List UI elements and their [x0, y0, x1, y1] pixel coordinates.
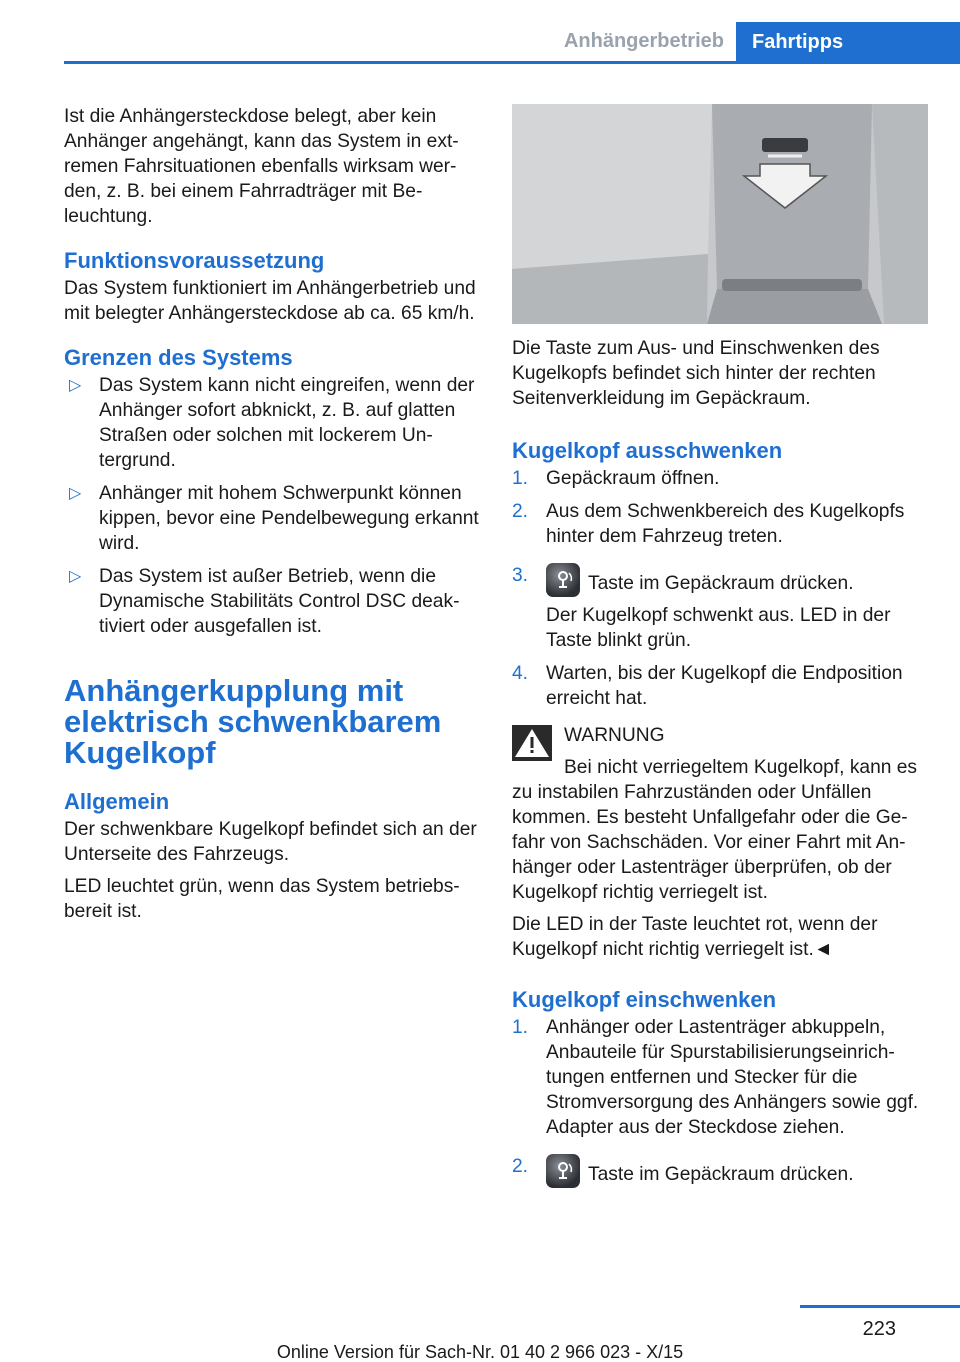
- heading-system-limits: Grenzen des Systems: [64, 345, 293, 370]
- header-rule: [64, 61, 960, 64]
- header-section-title: Anhängerbetrieb: [563, 30, 724, 52]
- heading-general: Allgemein: [64, 789, 170, 814]
- list-item: 4. Warten, bis der Kugelkopf die Endposition erreicht hat.: [512, 663, 903, 709]
- warning-box: [512, 723, 928, 905]
- triangle-bullet-icon: ▷: [69, 485, 82, 502]
- list-item: 1. Gepäckraum öffnen.: [512, 468, 720, 489]
- heading-function-requirement: Funktionsvoraussetzung: [64, 248, 325, 273]
- list-item: ▷ Das System kann nicht eingreifen, wenn der Anhänger sofort abknickt, z. B. auf glatten Straßen oder solchen mit lockerem Untergrund.: [69, 375, 475, 471]
- left-column: [64, 104, 480, 931]
- function-paragraph: Das System funktioniert im Anhängerbetrieb und mit belegter Anhängersteckdose ab ca. 65 km/h.: [64, 278, 476, 324]
- luggage-compartment-photo: [512, 104, 928, 324]
- triangle-bullet-icon: ▷: [69, 377, 82, 394]
- luggage-compartment-illustration: [512, 104, 928, 324]
- photo-caption: Die Taste zum Aus- und Einschwenken des Kugelkopfs befindet sich hinter der rechten Seitenverkleidung im Gepäckraum.: [512, 338, 880, 409]
- intro-paragraph: Ist die Anhängersteckdose belegt, aber kein Anhänger angehängt, kann das System in extremen Fahrsituationen ebenfalls wirksam werden, z. B. bei einem Fahrradträger mit Beleuchtung.: [64, 106, 459, 227]
- list-item: 3. Taste im Gepäckraum drücken. Der Kugelkopf schwenkt aus. LED in der Taste blinkt grün.: [512, 565, 891, 651]
- heading-swing-out: Kugelkopf ausschwenken: [512, 438, 783, 463]
- online-version-note: Online Version für Sach-Nr. 01 40 2 966 023 - X/15: [276, 1342, 684, 1362]
- right-column: [512, 104, 928, 1196]
- list-item: ▷ Das System ist außer Betrieb, wenn die Dynamische Stabilitäts Control DSC deaktiviert oder ausgefallen ist.: [69, 566, 460, 637]
- list-item: 1. Anhänger oder Lastenträger abkuppeln, Anbauteile für Spurstabilisierungseinrichtungen entfernen und Stecker für die Stromversorgung des Anhängers sowie ggf. Adapter aus der Steckdose ziehen.: [512, 1017, 919, 1138]
- ball-head-button-icon: [546, 1154, 580, 1188]
- footer-rule: [800, 1305, 960, 1308]
- general-paragraph-1: Der schwenkbare Kugelkopf befindet sich an der Unterseite des Fahrzeugs.: [64, 819, 477, 865]
- list-item: 2. Aus dem Schwenkbereich des Kugelkopfs hinter dem Fahrzeug treten.: [512, 501, 905, 547]
- header-chapter-tab[interactable]: Fahrtipps: [736, 22, 960, 62]
- warning-triangle-icon: [512, 725, 552, 761]
- swing-in-steps: [512, 1015, 928, 1188]
- limits-list: [64, 373, 480, 639]
- warning-text: Bei nicht verriegeltem Kugelkopf, kann es zu instabilen Fahrzuständen oder Unfällen kommen. Es besteht Unfallgefahr oder die Gefahr von Sachschäden. Vor einer Fahrt mit Anhänger oder Lastenträger überprüfen, ob der Kugelkopf richtig verriegelt ist.: [512, 757, 918, 903]
- ball-head-button-icon: [546, 563, 580, 597]
- list-item: 2. Taste im Gepäckraum drücken.: [512, 1154, 928, 1188]
- led-red-paragraph: Die LED in der Taste leuchtet rot, wenn der Kugelkopf nicht richtig verriegelt ist.◄: [512, 914, 878, 960]
- general-paragraph-2: LED leuchtet grün, wenn das System betriebsbereit ist.: [64, 876, 460, 922]
- swing-out-steps: [512, 466, 928, 711]
- page-number: 223: [862, 1318, 896, 1340]
- warning-title: WARNUNG: [564, 725, 665, 746]
- heading-swing-in: Kugelkopf einschwenken: [512, 987, 777, 1012]
- heading-trailer-hitch: Anhängerkupplung mit elektrisch schwenkbarem Kugelkopf: [64, 673, 442, 770]
- triangle-bullet-icon: ▷: [69, 568, 82, 585]
- list-item: ▷ Anhänger mit hohem Schwerpunkt können kippen, bevor eine Pendelbewegung erkannt wird.: [69, 483, 479, 554]
